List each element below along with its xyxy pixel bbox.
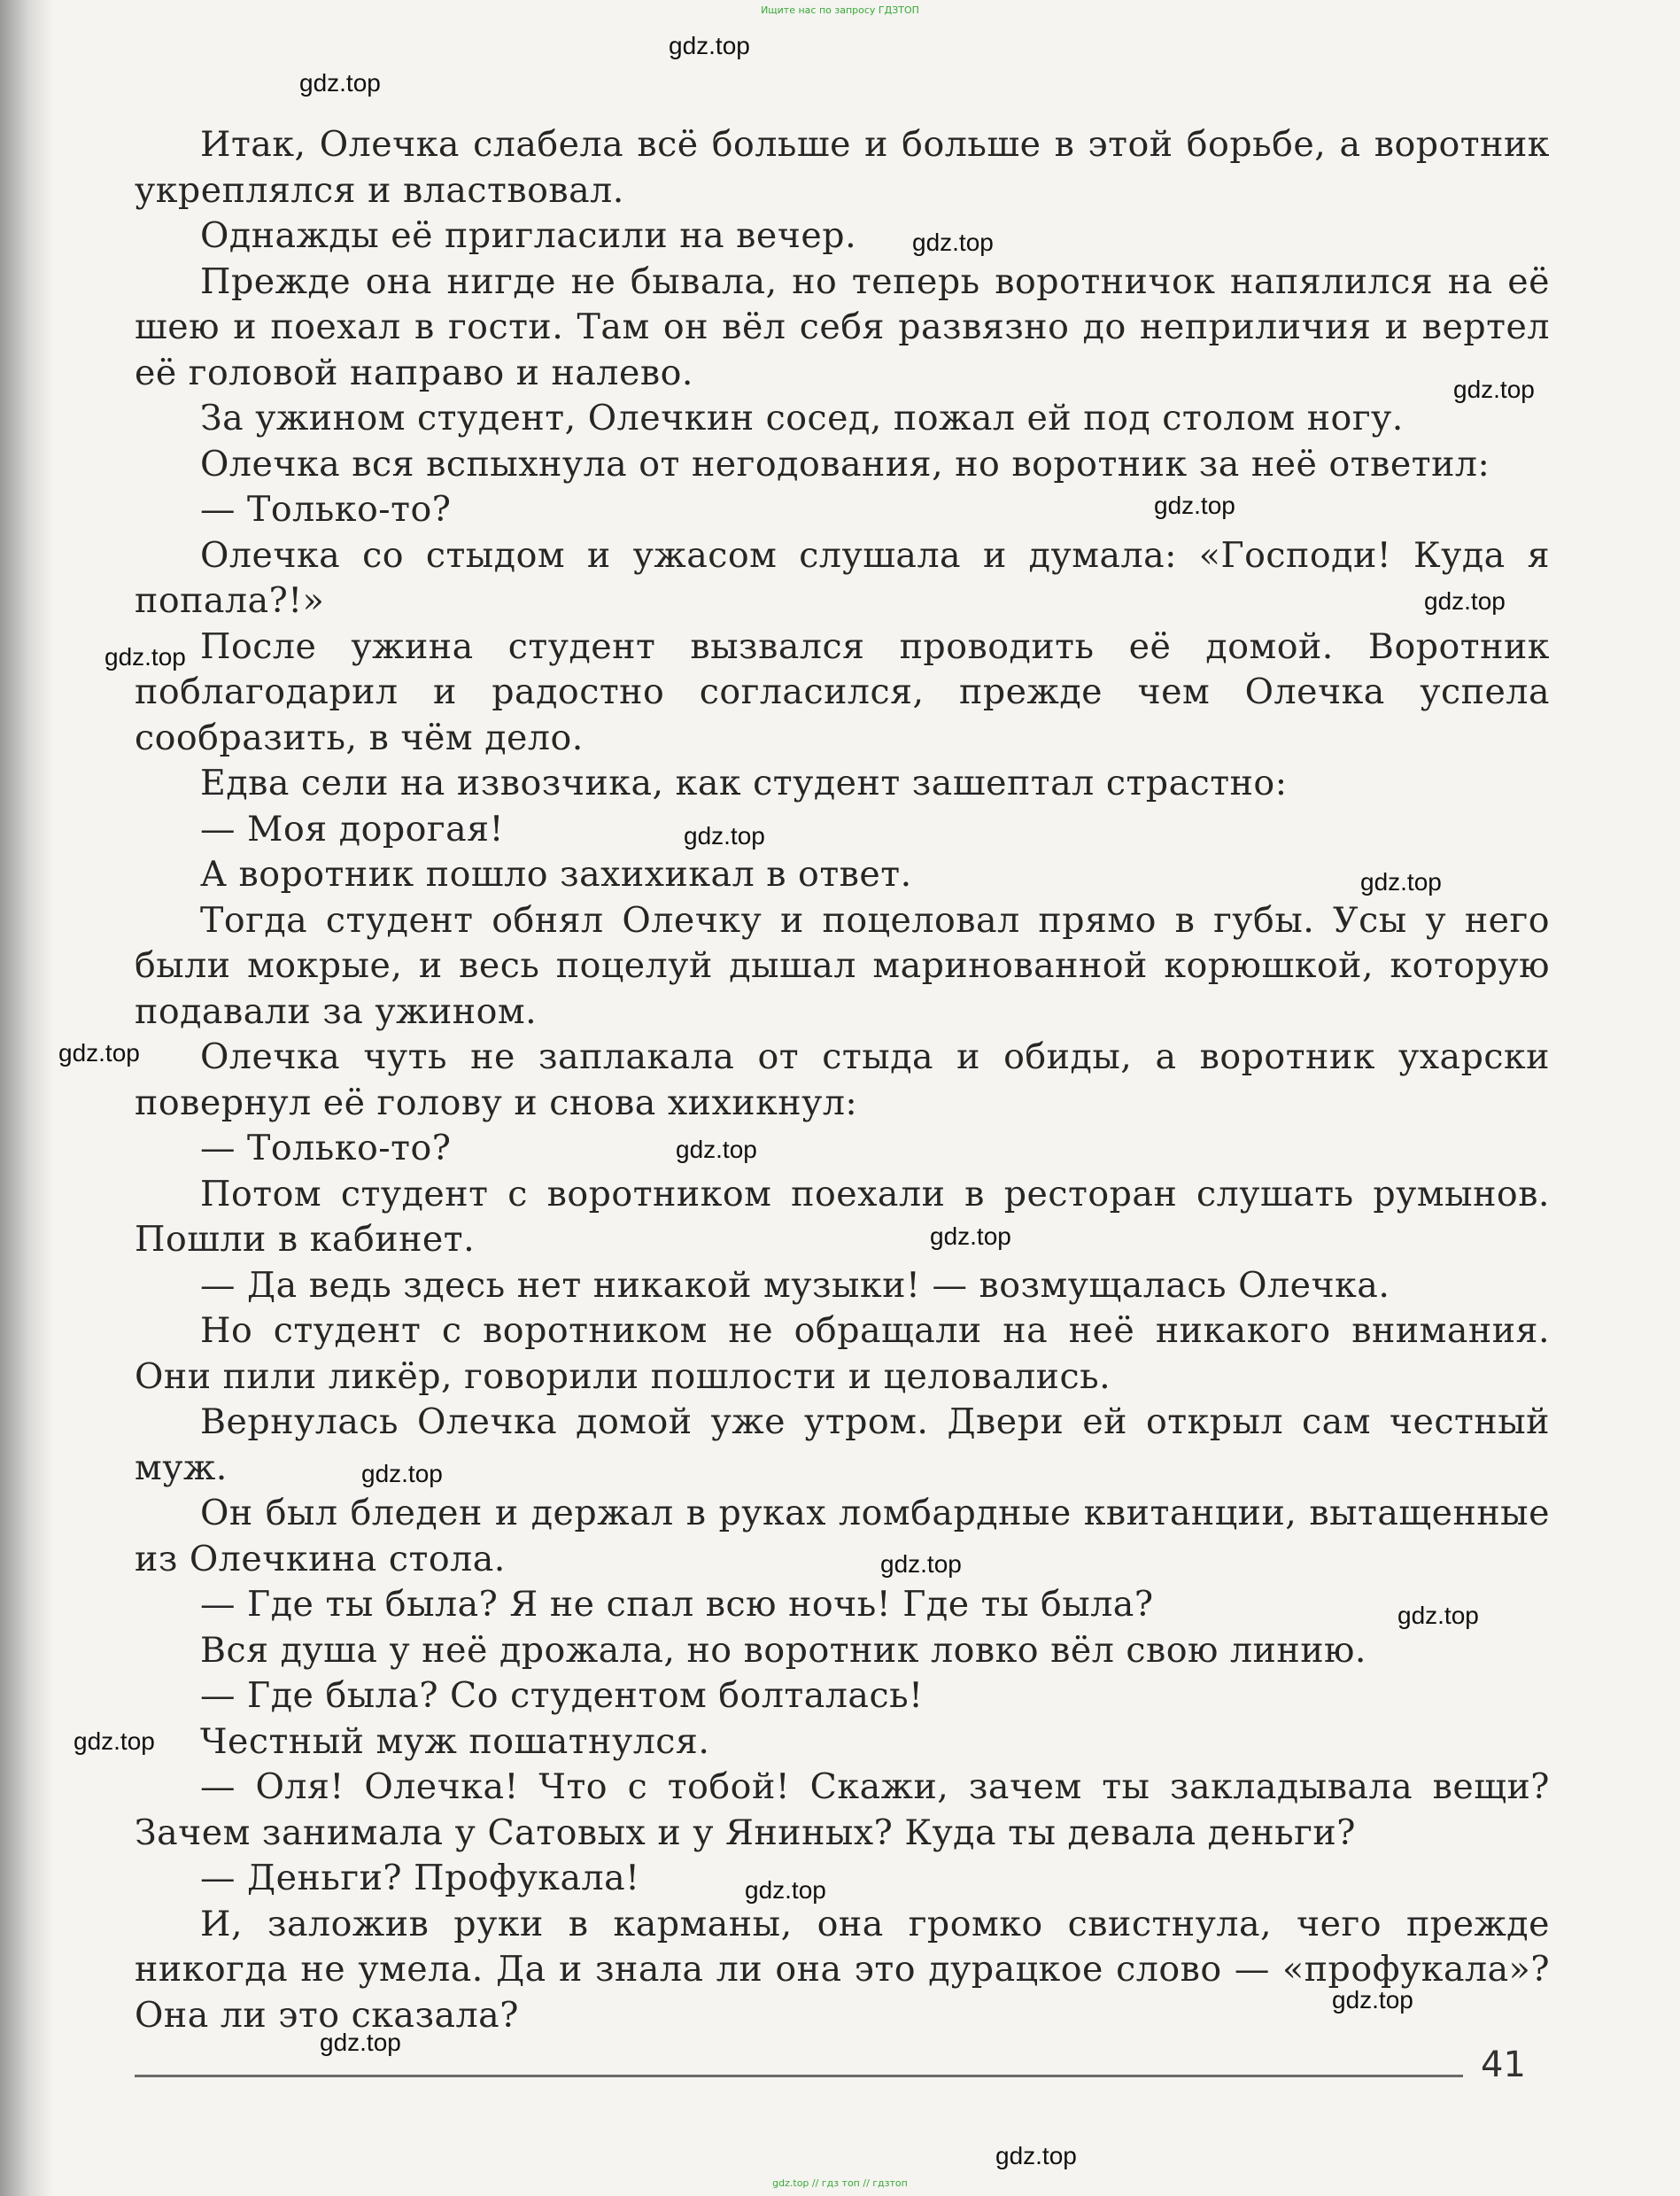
watermark: gdz.top <box>320 2029 401 2056</box>
paragraph: Потом студент с воротником поехали в ресторан слушать румынов. Пошли в кабинет. <box>135 1173 1550 1260</box>
page-number: 41 <box>1481 2045 1526 2085</box>
paragraph: Тогда студент обнял Олечку и поцеловал прямо в губы. Усы у него были мокрые, и весь поцелуй дышал маринованной корюшкой, которую подавали за ужином. <box>135 899 1550 1032</box>
watermark: gdz.top <box>1397 1602 1479 1629</box>
story-text <box>135 122 1550 2038</box>
paragraph: Вся душа у неё дрожала, но воротник ловко вёл свою линию. <box>200 1629 1366 1671</box>
paragraph: Прежде она нигде не бывала, но теперь воротничок напялился на её шею и поехал в гости. Там он вёл себя развязно до неприличия и вертел её головой направо и налево. <box>135 260 1550 393</box>
watermark: gdz.top <box>1332 1986 1413 2014</box>
paragraph: Олечка со стыдом и ужасом слушала и думала: «Господи! Куда я попала?!» <box>135 534 1550 621</box>
dialogue-line: — Только-то? <box>200 1128 452 1168</box>
watermark: gdz.top <box>361 1460 443 1487</box>
dialogue-line: — Оля! Олечка! Что с тобой! Скажи, зачем ты закладывала вещи? Зачем занимала у Сатовых и у Яниных? Куда ты девала деньги? <box>135 1766 1550 1853</box>
watermark: gdz.top <box>745 1876 826 1904</box>
paragraph: Он был бледен и держал в руках ломбардные квитанции, вытащенные из Олечкина стола. <box>135 1493 1550 1579</box>
watermark: gdz.top <box>1424 587 1506 615</box>
dialogue-line: — Да ведь здесь нет никакой музыки! — возмущалась Олечка. <box>200 1264 1390 1306</box>
dialogue-line: — Где была? Со студентом болталась! <box>200 1675 924 1716</box>
dialogue-line: — Моя дорогая! <box>200 808 504 850</box>
footer-banner: gdz.top // гдз топ // гдзтоп <box>772 2177 908 2189</box>
watermark: gdz.top <box>299 69 381 97</box>
paragraph: Однажды её пригласили на вечер. <box>200 215 857 256</box>
paragraph: Честный муж пошатнулся. <box>200 1720 710 1762</box>
watermark: gdz.top <box>880 1550 962 1578</box>
paragraph: И, заложив руки в карманы, она громко свистнула, чего прежде никогда не умела. Да и знала ли она это дурацкое слово — «профукала»? Она ли это сказала? <box>135 1903 1550 2036</box>
page-gutter-shadow <box>0 0 53 2196</box>
paragraph: Но студент с воротником не обращали на неё никакого внимания. Они пили ликёр, говорили пошлости и целовались. <box>135 1310 1550 1397</box>
watermark: gdz.top <box>669 32 750 59</box>
watermark: gdz.top <box>912 229 994 256</box>
dialogue-line: — Деньги? Профукала! <box>200 1858 640 1898</box>
watermark: gdz.top <box>684 822 765 850</box>
watermark: gdz.top <box>105 643 186 671</box>
dialogue-line: — Только-то? <box>200 489 452 530</box>
paragraph: После ужина студент вызвался проводить её домой. Воротник поблагодарил и радостно согласился, прежде чем Олечка успела сообразить, в чём дело. <box>135 625 1550 758</box>
paragraph: Олечка вся вспыхнула от негодования, но воротник за неё ответил: <box>200 443 1490 485</box>
paragraph: Едва сели на извозчика, как студент зашептал страстно: <box>200 763 1288 803</box>
watermark: gdz.top <box>1360 868 1442 896</box>
watermark: gdz.top <box>1154 492 1235 519</box>
paragraph: За ужином студент, Олечкин сосед, пожал ей под столом ногу. <box>200 398 1404 438</box>
header-banner: Ищите нас по запросу ГДЗТОП <box>761 4 919 16</box>
watermark: gdz.top <box>676 1136 757 1163</box>
paragraph: А воротник пошло захихикал в ответ. <box>200 854 912 895</box>
dialogue-line: — Где ты была? Я не спал всю ночь! Где ты была? <box>200 1584 1154 1625</box>
paragraph: Вернулась Олечка домой уже утром. Двери ей открыл сам честный муж. <box>135 1401 1550 1488</box>
watermark: gdz.top <box>1453 376 1535 403</box>
paragraph: Олечка чуть не заплакала от стыда и обиды, а воротник ухарски повернул её голову и снова хихикнул: <box>135 1036 1550 1123</box>
watermark: gdz.top <box>74 1727 155 1755</box>
watermark: gdz.top <box>995 2142 1077 2169</box>
footer-rule <box>135 2075 1463 2077</box>
watermark: gdz.top <box>58 1039 140 1067</box>
watermark: gdz.top <box>930 1222 1011 1250</box>
paragraph: Итак, Олечка слабела всё больше и больше в этой борьбе, а воротник укреплялся и властвовал. <box>135 124 1550 211</box>
